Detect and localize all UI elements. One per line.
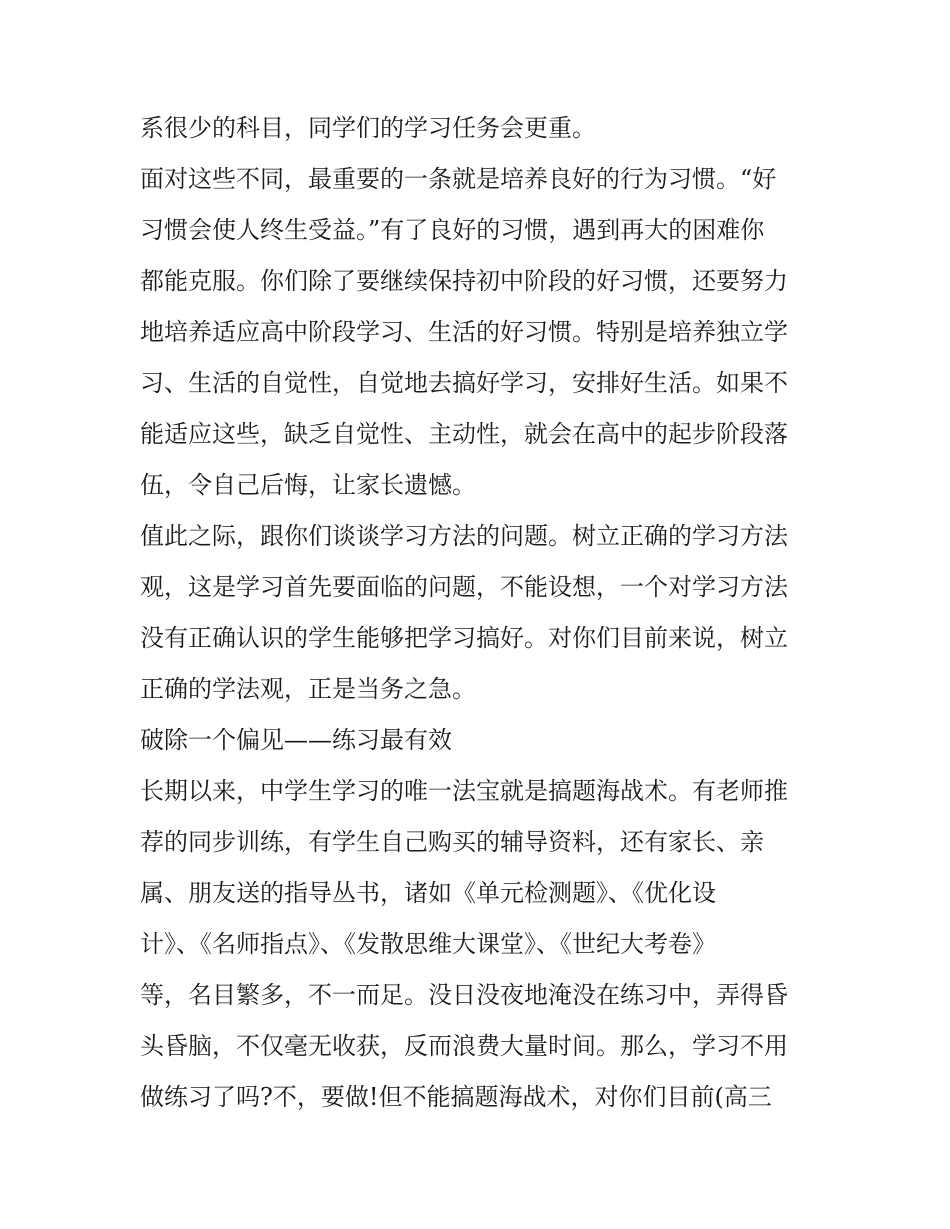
text-line: 伍，令自己后悔，让家长遗憾。: [140, 471, 476, 499]
text-line: 观，这是学习首先要面临的问题，不能设想，一个对学习方法: [140, 573, 788, 601]
text-line: 正确的学法观，正是当务之急。: [140, 675, 476, 703]
text-line: 荐的同步训练，有学生自己购买的辅导资料，还有家长、亲: [140, 828, 764, 856]
text-line: 能适应这些，缺乏自觉性、主动性，就会在高中的起步阶段落: [140, 420, 788, 448]
text-line: 做练习了吗?不，要做!但不能搞题海战术，对你们目前(高三: [140, 1083, 772, 1111]
text-line: 系很少的科目，同学们的学习任务会更重。: [140, 114, 596, 142]
text-line: 都能克服。你们除了要继续保持初中阶段的好习惯，还要努力: [140, 267, 788, 295]
text-line: 属、朋友送的指导丛书，诸如《单元检测题》、《优化设: [140, 879, 716, 907]
text-line: 地培养适应高中阶段学习、生活的好习惯。特别是培养独立学: [140, 318, 788, 346]
document-body: [140, 103, 815, 1123]
text-line: 计》、《名师指点》、《发散思维大课堂》、《世纪大考卷》: [140, 930, 716, 958]
text-line: 长期以来，中学生学习的唯一法宝就是搞题海战术。有老师推: [140, 777, 788, 805]
section-heading: 破除一个偏见——练习最有效: [140, 726, 452, 754]
text-line: 等，名目繁多，不一而足。没日没夜地淹没在练习中，弄得昏: [140, 981, 788, 1009]
text-line: 习、生活的自觉性，自觉地去搞好学习，安排好生活。如果不: [140, 369, 788, 397]
text-line: 头昏脑，不仅毫无收获，反而浪费大量时间。那么，学习不用: [140, 1032, 788, 1060]
text-line: 习惯会使人终生受益。”有了良好的习惯，遇到再大的困难你: [140, 216, 765, 244]
text-line: 值此之际，跟你们谈谈学习方法的问题。树立正确的学习方法: [140, 522, 788, 550]
text-line: 没有正确认识的学生能够把学习搞好。对你们目前来说，树立: [140, 624, 788, 652]
text-line: 面对这些不同，最重要的一条就是培养良好的行为习惯。“好: [140, 165, 777, 193]
